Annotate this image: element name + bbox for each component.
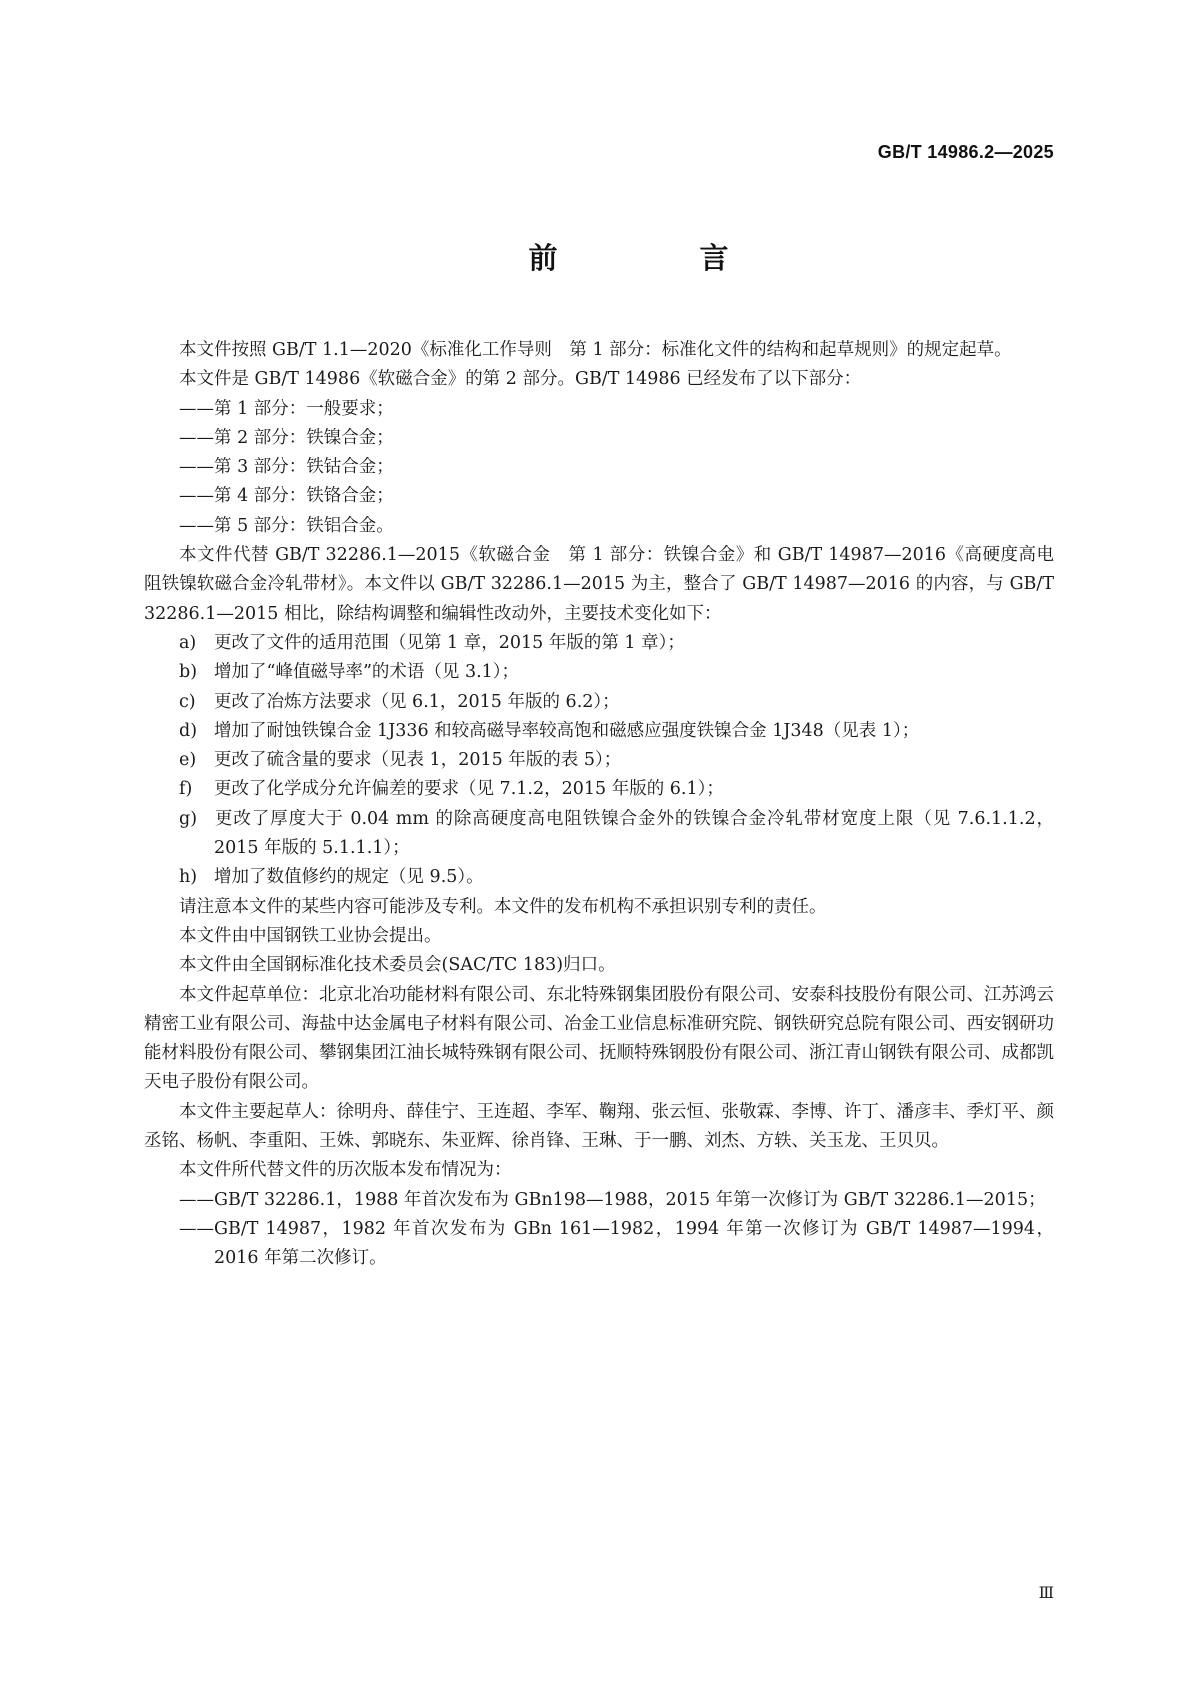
list-item-change: [144, 629, 1054, 658]
change-label: a): [179, 632, 197, 653]
paragraph-replacement: 本文件代替 GB/T 32286.1—2015《软磁合金 第 1 部分：铁镍合金》和 GB/T 14987—2016《高硬度高电阻铁镍软磁合金冷轧带材》。本文件以 GB/T 32286.1—2015 为主，整合了 GB/T 14987—2016 的内容，与 GB/T 32286.1—2015 相比，除结构调整和编辑性改动外，主要技术变化如下：: [144, 545, 1054, 624]
page-title: 前 言: [528, 241, 795, 275]
list-item-part: ——第 4 部分：铁铬合金；: [179, 486, 394, 507]
list-item-change: [144, 746, 1054, 775]
page-number: Ⅲ: [1038, 1583, 1054, 1602]
list-item-change: [144, 717, 1054, 746]
list-item-change: [144, 658, 1054, 687]
foreword-body: [144, 336, 1054, 1274]
change-label: c): [179, 691, 196, 712]
list-item-part: ——第 5 部分：铁铝合金。: [179, 515, 394, 536]
list-item-history: ——GB/T 14987，1982 年首次发布为 GBn 161—1982，1994 年第一次修订为 GB/T 14987—1994，2016 年第二次修订。: [179, 1218, 1054, 1269]
change-text: 增加了“峰值磁导率”的术语（见 3.1）；: [214, 662, 520, 683]
paragraph-patent-notice: 请注意本文件的某些内容可能涉及专利。本文件的发布机构不承担识别专利的责任。: [179, 896, 827, 917]
change-label: g): [179, 808, 198, 829]
change-text: 增加了数值修约的规定（见 9.5）。: [214, 867, 484, 888]
change-text: 更改了硫含量的要求（见表 1，2015 年版的表 5）；: [214, 750, 622, 771]
change-text: 增加了耐蚀铁镍合金 1J336 和较高磁导率较高饱和磁感应强度铁镍合金 1J348（见表 1）；: [214, 720, 920, 741]
change-label: f): [179, 779, 193, 800]
change-text: 更改了文件的适用范围（见第 1 章，2015 年版的第 1 章）；: [214, 632, 685, 653]
change-label: e): [179, 750, 197, 771]
change-text: 更改了化学成分允许偏差的要求（见 7.1.2，2015 年版的 6.1）；: [214, 779, 724, 800]
paragraph-proposer: 本文件由中国钢铁工业协会提出。: [179, 925, 442, 946]
change-label: h): [179, 867, 198, 888]
change-text: 更改了厚度大于 0.04 mm 的除高硬度高电阻铁镍合金外的铁镍合金冷轧带材宽度上限（见 7.6.1.1.2，2015 年版的 5.1.1.1）；: [214, 808, 1054, 859]
change-label: b): [179, 662, 198, 683]
paragraph-drafting-rules: 本文件按照 GB/T 1.1—2020《标准化工作导则 第 1 部分：标准化文件的结构和起草规则》的规定起草。: [179, 340, 1012, 360]
list-item-change: [144, 775, 1054, 804]
standard-code: GB/T 14986.2—2025: [877, 142, 1054, 162]
list-item-change: [144, 688, 1054, 717]
list-item-change: [144, 805, 1054, 864]
paragraph-series-intro: 本文件是 GB/T 14986《软磁合金》的第 2 部分。GB/T 14986 已经发布了以下部分：: [179, 369, 862, 390]
paragraph-drafters: 本文件主要起草人：徐明舟、薛佳宁、王连超、李军、鞠翔、张云恒、张敬霖、李博、许丁、潘彦丰、季灯平、颜丞铭、杨帆、李重阳、王姝、郭晓东、朱亚辉、徐肖锋、王琳、于一鹏、刘杰、方轶、关玉龙、王贝贝。: [144, 1101, 1054, 1152]
paragraph-committee: 本文件由全国钢标准化技术委员会(SAC/TC 183)归口。: [179, 955, 616, 976]
list-item-part: ——第 3 部分：铁钴合金；: [179, 457, 394, 478]
paragraph-history-intro: 本文件所代替文件的历次版本发布情况为：: [179, 1160, 512, 1181]
list-item-part: ——第 2 部分：铁镍合金；: [179, 427, 394, 448]
list-item-history: ——GB/T 32286.1，1988 年首次发布为 GBn198—1988，2015 年第一次修订为 GB/T 32286.1—2015；: [179, 1189, 1046, 1210]
list-item-change: [144, 863, 1054, 892]
change-label: d): [179, 720, 198, 741]
list-item-part: ——第 1 部分：一般要求；: [179, 398, 394, 419]
paragraph-drafting-units: 本文件起草单位：北京北冶功能材料有限公司、东北特殊钢集团股份有限公司、安泰科技股份有限公司、江苏鸿云精密工业有限公司、海盐中达金属电子材料有限公司、冶金工业信息标准研究院、钢铁研究总院有限公司、西安钢研功能材料股份有限公司、攀钢集团江油长城特殊钢有限公司、抚顺特殊钢股份有限公司、浙江青山钢铁有限公司、成都凯天电子股份有限公司。: [144, 984, 1054, 1093]
change-text: 更改了冶炼方法要求（见 6.1，2015 年版的 6.2）；: [214, 691, 620, 712]
